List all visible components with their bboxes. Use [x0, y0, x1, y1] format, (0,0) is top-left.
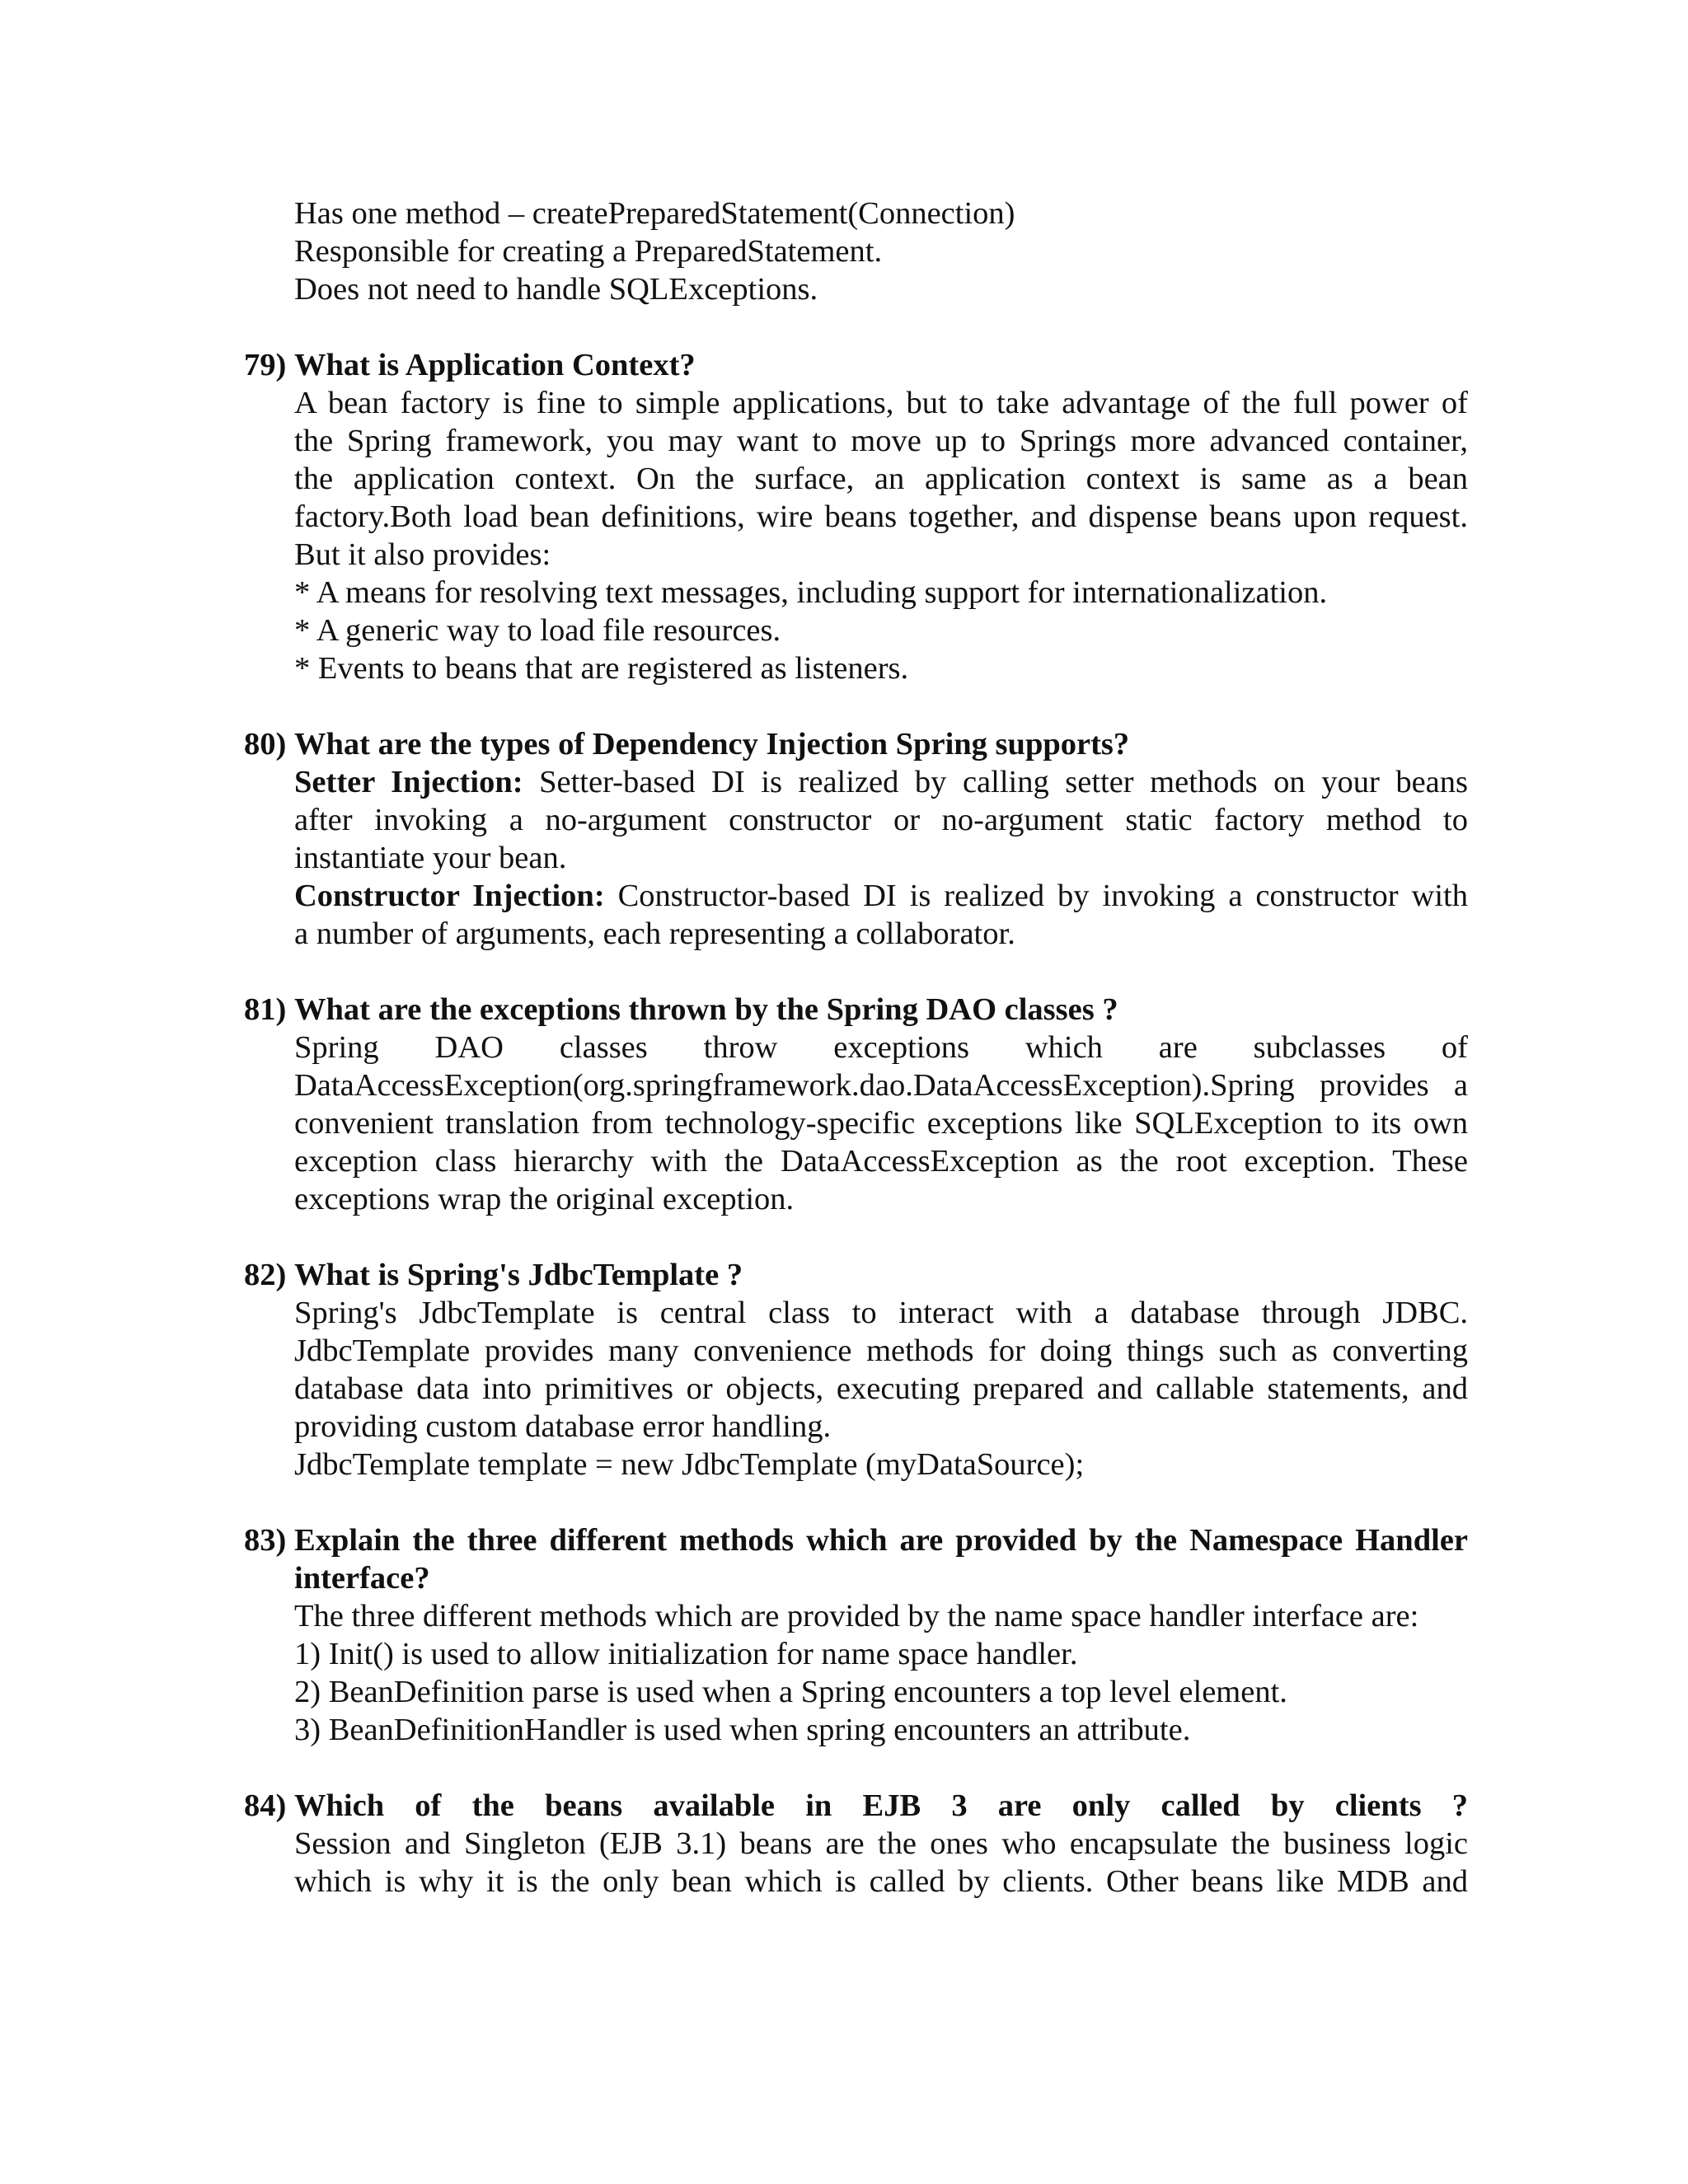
bullet-item: * Events to beans that are registered as listeners.: [294, 651, 909, 686]
answer-line: factory.Both load bean definitions, wire beans together, and dispense beans upon request.: [294, 499, 1468, 534]
answer-line: which is why it is the only bean which is called by clients. Other beans like MDB and: [294, 1864, 1468, 1899]
constructor-injection-label: Constructor Injection:: [294, 879, 605, 913]
answer-line: database data into primitives or objects, executing prepared and callable statements, and: [294, 1371, 1468, 1406]
constructor-injection-text: Constructor-based DI is realized by invoking a constructor with: [604, 879, 1468, 913]
intro-line: Does not need to handle SQLExceptions.: [294, 272, 818, 307]
question-number: 81): [244, 992, 287, 1027]
answer-line: Spring's JdbcTemplate is central class to interact with a database through JDBC.: [294, 1296, 1468, 1330]
setter-injection-label: Setter Injection:: [294, 765, 523, 799]
answer-line: convenient translation from technology-specific exceptions like SQLException to its own: [294, 1106, 1468, 1141]
bullet-item: * A means for resolving text messages, including support for internationalization.: [294, 575, 1328, 610]
bullet-item: * A generic way to load file resources.: [294, 613, 781, 648]
answer-line: exceptions wrap the original exception.: [294, 1182, 795, 1216]
answer-line: [294, 877, 1468, 915]
list-item: 3) BeanDefinitionHandler is used when spring encounters an attribute.: [294, 1713, 1191, 1747]
question-heading: Which of the beans available in EJB 3 are only called by clients ?: [294, 1788, 1468, 1823]
answer-line: instantiate your bean.: [294, 841, 567, 875]
answer-line: a number of arguments, each representing a collaborator.: [294, 916, 1015, 951]
answer-line: Session and Singleton (EJB 3.1) beans are the ones who encapsulate the business logic: [294, 1826, 1468, 1861]
answer-line: after invoking a no-argument constructor or no-argument static factory method to: [294, 803, 1468, 837]
answer-line: A bean factory is fine to simple applications, but to take advantage of the full power of: [294, 386, 1468, 420]
answer-line: exception class hierarchy with the DataAccessException as the root exception. These: [294, 1144, 1468, 1179]
answer-line: JdbcTemplate provides many convenience methods for doing things such as converting: [294, 1333, 1468, 1368]
answer-line: Spring DAO classes throw exceptions which are subclasses of: [294, 1030, 1468, 1065]
question-number: 83): [244, 1523, 287, 1558]
answer-line: the Spring framework, you may want to move up to Springs more advanced container,: [294, 424, 1468, 458]
question-number: 79): [244, 348, 287, 382]
code-line: JdbcTemplate template = new JdbcTemplate (myDataSource);: [294, 1447, 1085, 1482]
answer-line: DataAccessException(org.springframework.dao.DataAccessException).Spring provides a: [294, 1068, 1468, 1103]
question-heading: Explain the three different methods which are provided by the Namespace Handler: [294, 1523, 1468, 1558]
list-item: 1) Init() is used to allow initialization for name space handler.: [294, 1637, 1078, 1671]
answer-line: The three different methods which are provided by the name space handler interface are:: [294, 1599, 1419, 1633]
list-item: 2) BeanDefinition parse is used when a Spring encounters a top level element.: [294, 1675, 1287, 1709]
question-heading: What is Application Context?: [294, 348, 696, 382]
question-number: 80): [244, 727, 287, 762]
intro-line: Responsible for creating a PreparedStatement.: [294, 234, 883, 269]
answer-line: providing custom database error handling.: [294, 1409, 832, 1444]
answer-line: But it also provides:: [294, 537, 551, 572]
setter-injection-text: Setter-based DI is realized by calling setter methods on your beans: [523, 765, 1468, 799]
question-heading-cont: interface?: [294, 1561, 430, 1596]
question-heading: What are the types of Dependency Injection Spring supports?: [294, 727, 1130, 762]
question-number: 84): [244, 1788, 287, 1823]
answer-line: the application context. On the surface, an application context is same as a bean: [294, 462, 1468, 496]
question-heading: What are the exceptions thrown by the Spring DAO classes ?: [294, 992, 1118, 1027]
intro-line: Has one method – createPreparedStatement(Connection): [294, 196, 1015, 231]
question-number: 82): [244, 1258, 287, 1292]
question-heading: What is Spring's JdbcTemplate ?: [294, 1258, 743, 1292]
answer-line: [294, 763, 1468, 801]
